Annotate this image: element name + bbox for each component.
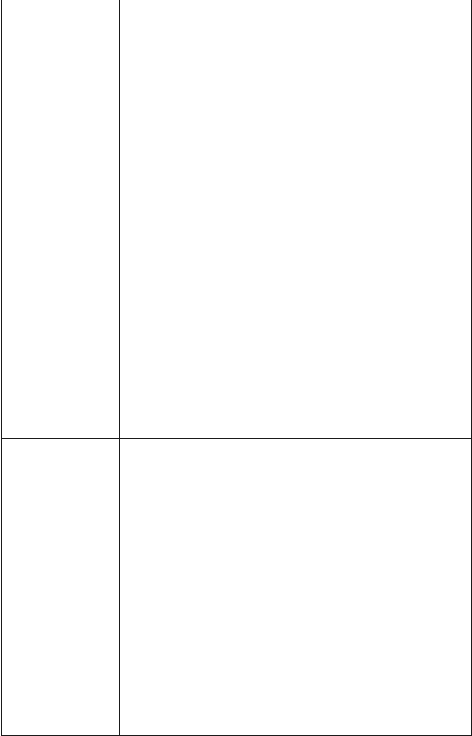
- table-row: [2, 439, 472, 736]
- concepts-table: [1, 0, 472, 736]
- table-row: [2, 0, 472, 439]
- empty-left-cell: [2, 0, 120, 439]
- entry-title-cell: [2, 439, 120, 736]
- description-cell: [120, 439, 472, 736]
- description-cell: [120, 0, 472, 439]
